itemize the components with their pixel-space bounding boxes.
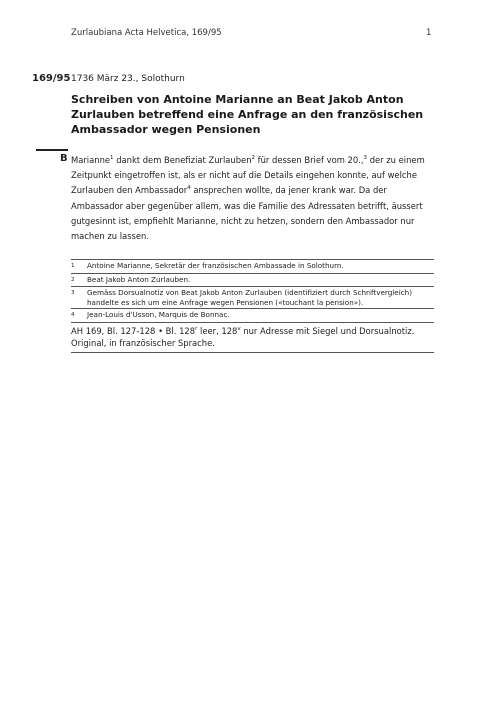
footnote-ref: 1 (110, 155, 114, 162)
document-title: Schreiben von Antoine Marianne an Beat Jakob Anton Zurlauben betreffend eine Anfrage an den französischen Ambassador wegen Pensionen (71, 93, 424, 136)
footnote (71, 259, 434, 273)
footnote-ref: 2 (251, 155, 256, 162)
footnote (71, 308, 434, 322)
document-number: 169/95 (32, 73, 71, 84)
archive-text: Bl. 128 (163, 325, 196, 336)
footnote-number: 1 (71, 263, 75, 269)
archive-text: AH 169, Bl. 127-128 (71, 325, 159, 336)
section-rule (36, 149, 68, 151)
body-text-part: dankt dem Benefiziat Zurlauben (113, 155, 252, 165)
footnote-number: 4 (71, 312, 75, 319)
body-text-part: Marianne (71, 155, 111, 165)
footnote-text: Antoine Marianne, Sekretär der französischen Ambassade in Solothurn. (87, 261, 344, 270)
archive-text: nur Adresse mit Siegel und Dorsualnotiz. Original, in französischer Sprache. (71, 325, 415, 348)
body-text-part: der zu einem Zeitpunkt eingetroffen ist, als er nicht auf die Details eingehen konnte, auf welche Zurlauben den Ambassador (71, 155, 425, 196)
page-number: 1 (426, 28, 432, 38)
running-head: Zurlaubiana Acta Helvetica, 169/95 (71, 28, 222, 38)
document-date-place: 1736 März 23., Solothurn (71, 74, 185, 84)
body-text-part: ansprechen wollte, da jener krank war. Da der Ambassador aber gegenüber allem, was die Familie des Adressaten betrifft, äussert gutgesinnt ist, empfiehlt Marianne, nicht zu hetzen, sondern den Ambassador nur machen zu lassen. (71, 185, 423, 242)
footnote-text: Gemäss Dorsualnotiz von Beat Jakob Anton Zurlauben (identifiziert durch Schriftvergleich) handelte es sich um eine Anfrage wegen Pensionen («touchant la pension»). (87, 288, 413, 307)
footnote (71, 286, 434, 308)
footnote-number: 2 (71, 276, 75, 283)
recto-mark: r (195, 326, 198, 333)
archive-text: leer, 128 (197, 325, 238, 336)
footnote-text: Jean-Louis d'Usson, Marquis de Bonnac. (87, 310, 230, 320)
footnote-text: Beat Jakob Anton Zurlauben. (87, 274, 191, 284)
archive-reference (71, 322, 434, 353)
regest-body (71, 153, 441, 244)
footnote-ref: 4 (187, 185, 191, 192)
verso-mark: v (237, 326, 241, 333)
footnotes-section (71, 259, 434, 353)
body-text-part: für dessen Brief vom 20., (255, 155, 364, 165)
footnote (71, 273, 434, 287)
document-type-marker: B (60, 153, 68, 164)
footnote-number: 3 (71, 290, 75, 297)
footnote-ref: 3 (363, 155, 368, 162)
bullet-separator: • (158, 325, 164, 336)
